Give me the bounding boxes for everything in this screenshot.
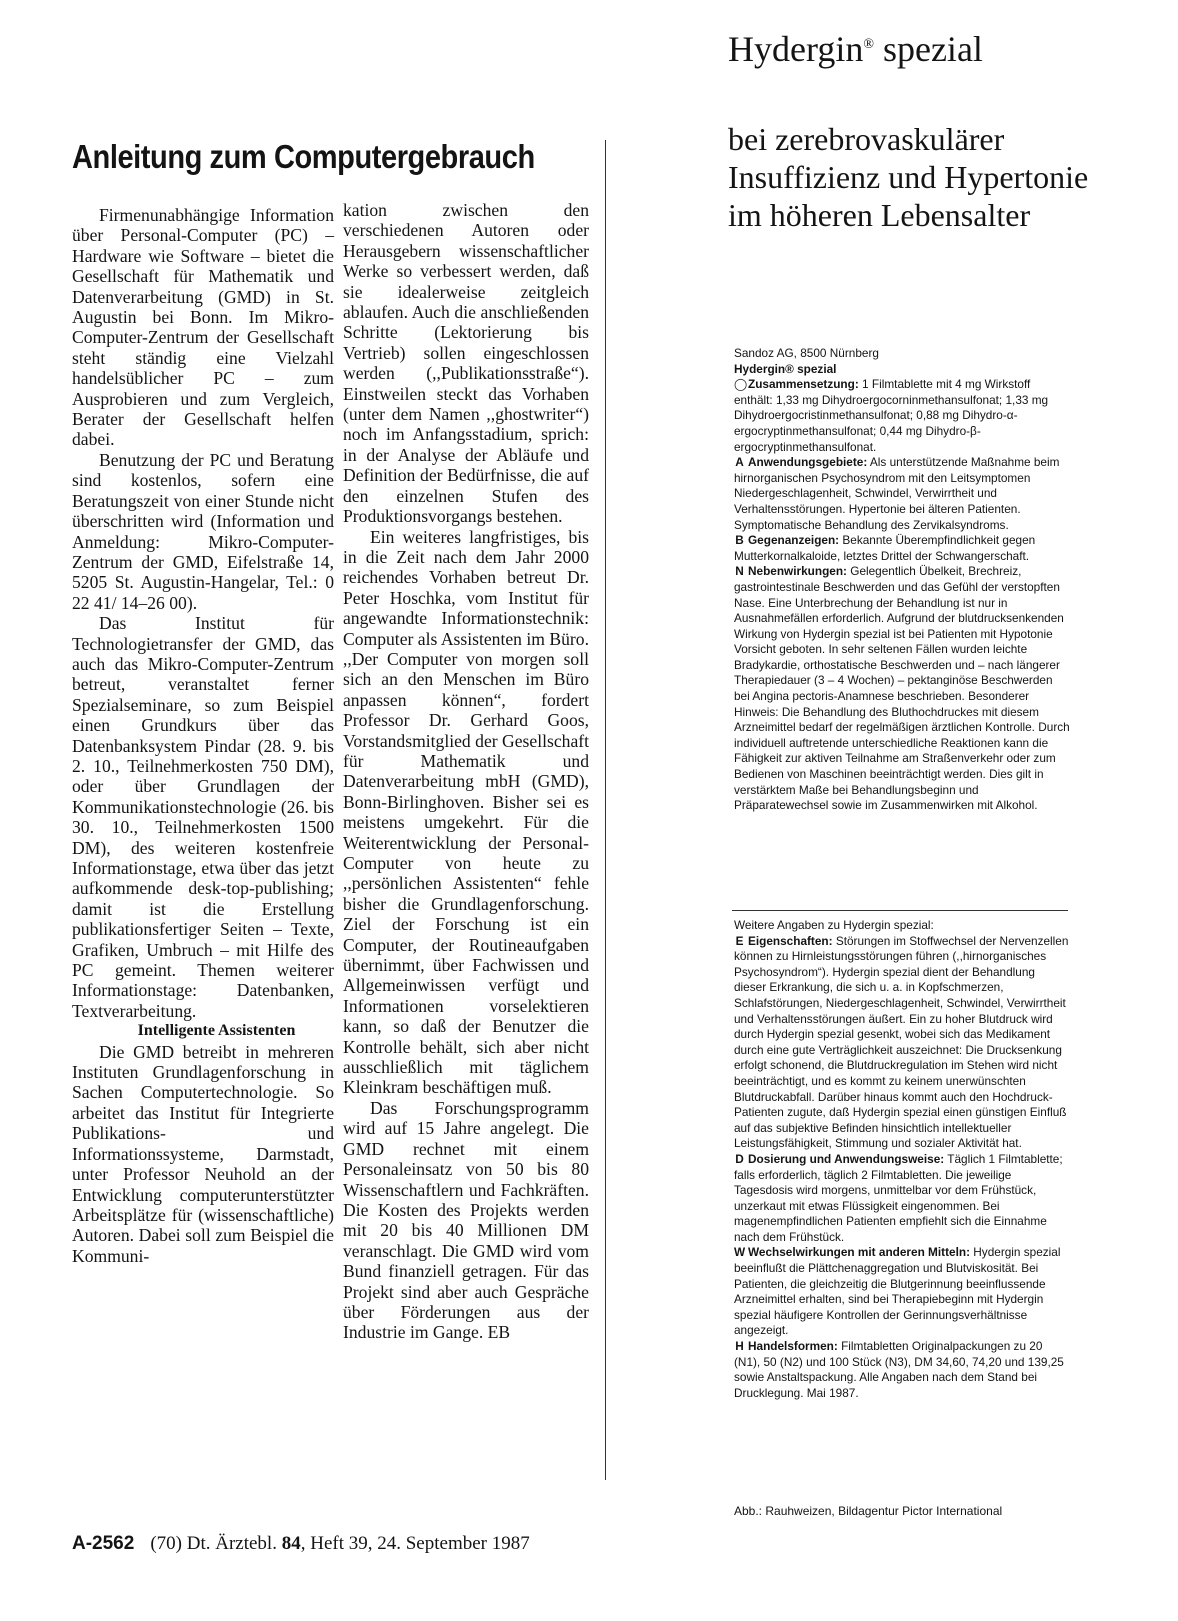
section-marker-icon: N	[735, 564, 744, 579]
page-footer	[72, 1533, 530, 1555]
pi-text: Filmtabletten Originalpackungen zu 20 (N1), 50 (N2) und 100 Stück (N3), DM 34,60, 74,20 und 139,25 sowie Anstaltspackung. Alle Angaben nach dem Stand bei Drucklegung. Mai 1987.	[734, 1339, 1064, 1400]
section-marker-icon: ◯	[734, 377, 748, 392]
pi-section	[734, 455, 1070, 533]
article-headline: Anleitung zum Computergebrauch	[72, 138, 535, 175]
ad-tagline: bei zerebrovaskulärer Insuffizienz und Hypertonie im höheren Lebensalter	[728, 121, 1089, 233]
article-column-2	[343, 200, 589, 1343]
section-marker-icon: B	[735, 533, 744, 548]
section-marker-icon: W	[734, 1245, 746, 1260]
paragraph: Firmenunabhängige Information über Personal-Computer (PC) – Hardware wie Software – bietet die Gesellschaft für Mathematik und Datenverarbeitung (GMD) in St. Augustin bei Bonn. Im Mikro-Computer-Zentrum der Gesellschaft steht ständig eine Vielzahl handelsüblicher PC – zum Ausprobieren und zum Vergleich, Berater der Gesellschaft helfen dabei.	[72, 205, 334, 450]
pi-label: Handelsformen:	[748, 1339, 838, 1354]
paragraph: Das Forschungsprogramm wird auf 15 Jahre angelegt. Die GMD rechnet mit einem Personaleinsatz von 50 bis 80 Wissenschaftlern und Fachkräften. Die Kosten des Projekts werden mit 20 bis 40 Millionen DM veranschlagt. Die GMD wird vom Bund finanziell getragen. Für das Projekt sind aber auch Gespräche über Förderungen aus der Industrie im Gange. EB	[343, 1097, 589, 1343]
image-credit: Abb.: Rauhweizen, Bildagentur Pictor International	[734, 1504, 1003, 1518]
column-divider	[605, 140, 606, 1480]
pi-text: 1 Filmtablette mit 4 mg Wirkstoff enthält: 1,33 mg Dihydroergocorninmethansulfonat; 1,33 mg Dihydroergocristinmethansulfonat; 0,88 mg Dihydro-α-ergocryptinmethansulfonat; 0,44 mg Dihydro-β-ergocryptinmethansulfonat.	[734, 377, 1049, 454]
pi-text: Störungen im Stoffwechsel der Nervenzellen können zu Hirnleistungsstörungen führen (,,hirnorganisches Psychosyndrom“). Hydergin spezial dient der Behandlung dieser Erkrankung, die sich u. a. in Kopfschmerzen, Schlafstörungen, Niedergeschlagenheit, Schwindel, Verwirrtheit und Verhaltensstörungen äußert. Ein zu hoher Blutdruck wird durch Hydergin spezial gesenkt, wobei sich das Medikament durch eine gute Verträglichkeit auszeichnet: Die Drucksenkung erfolgt schonend, die Blutdruckregulation im Stehen wird nicht beeinträchtigt, und es kommt zu keinem unerwünschten Blutdruckabfall. Darüber hinaus kommt auch den Hochdruck-Patienten zugute, daß Hydergin spezial einen günstigen Einfluß auf das subjektive Befinden hinsichtlich intellektueller Leistungsfähigkeit, Stimmung und sozialer Aktivität hat.	[734, 933, 1069, 1151]
citation-pre: (70) Dt. Ärztebl.	[150, 1533, 282, 1554]
pi-label: Nebenwirkungen:	[748, 564, 847, 579]
article-column-1	[72, 205, 334, 1266]
registered-mark: ®	[863, 37, 874, 52]
pi-label: Dosierung und Anwendungsweise:	[748, 1151, 945, 1166]
pi-text: Bekannte Überempfindlichkeit gegen Mutterkornalkaloide, letztes Drittel der Schwangerschaft.	[734, 533, 1036, 563]
citation-post: , Heft 39, 24. September 1987	[300, 1533, 530, 1554]
pi-label: Eigenschaften:	[748, 933, 833, 948]
paragraph: kation zwischen den verschiedenen Autoren oder Herausgebern wissenschaftlicher Werke so verbessert werden, daß sie idealerweise zeitgleich ablaufen. Auch die anschließenden Schritte (Lektorierung bis Vertrieb) sollen eingeschlossen werden (,,Publikationsstraße“). Einstweilen steckt das Vorhaben (unter dem Namen ,,ghostwriter“) noch im Anfangsstadium, sprich: in der Analyse der Abläufe und Definition der Bedürfnisse, die auf den einzelnen Stufen des Produktionsvorgangs bestehen.	[343, 200, 589, 527]
pi-label: Anwendungsgebiete:	[748, 455, 868, 470]
paragraph: Das Institut für Technologietransfer der GMD, das auch das Mikro-Computer-Zentrum betreut, veranstaltet ferner Spezialseminare, so zum Beispiel einen Grundkurs über das Datenbanksystem Pindar (28. 9. bis 2. 10., Teilnehmerkosten 750 DM), oder über Grundlagen der Kommunikationstechnologie (26. bis 30. 10., Teilnehmerkosten 1500 DM), des weiteren kostenfreie Informationstage, etwa über das jetzt aufkommende desk-top-publishing; damit ist die Erstellung publikationsfertiger Seiten – Texte, Grafiken, Umbruch – mit Hilfe des PC gemeint. Themen weiterer Informationstage: Datenbanken, Textverarbeitung.	[72, 613, 334, 1021]
section-marker-icon: H	[735, 1339, 744, 1354]
pi-text: Gelegentlich Übelkeit, Brechreiz, gastrointestinale Beschwerden und das Gefühl der verstopften Nase. Eine Unterbrechung der Behandlung ist nur in Ausnahmefällen erforderlich. Aufgrund der blutdrucksenkenden Wirkung von Hydergin spezial ist bei Patienten mit Hypotonie Vorsicht geboten. In sehr seltenen Fällen wurden leichte Bradykardie, orthostatische Beschwerden und – nach längerer Therapiedauer (3 – 4 Wochen) – pektanginöse Beschwerden bei Angina pectoris-Anamnese beschrieben. Besonderer Hinweis: Die Behandlung des Bluthochdruckes mit diesem Arzneimittel bedarf der regelmäßigen ärztlichen Kontrolle. Durch individuell auftretende unterschiedliche Reaktionen kann die Fähigkeit zur aktiven Teilnahme am Straßenverkehr oder zum Bedienen von Maschinen beeinträchtigt werden. Dies gilt in verstärktem Maße bei Behandlungsbeginn und Präparatewechsel sowie im Zusammenwirken mit Alkohol.	[734, 564, 1070, 813]
ad-brand	[728, 28, 983, 70]
pi-text: Täglich 1 Filmtablette; falls erforderlich, täglich 2 Filmtabletten. Die jeweilige Tagesdosis wird morgens, unmittelbar vor dem Frühstück, unzerkaut mit etwas Flüssigkeit eingenommen. Bei magenempfindlichen Patienten empfiehlt sich die Einnahme nach dem Frühstück.	[734, 1151, 1063, 1244]
journal-volume: 84	[281, 1533, 301, 1554]
pi-section	[734, 377, 1070, 455]
pi-divider	[732, 910, 1068, 911]
paragraph: Benutzung der PC und Beratung sind kostenlos, sofern eine Beratungszeit von einer Stunde nicht überschritten wird (Information und Anmeldung: Mikro-Computer-Zentrum der GMD, Eifelstraße 14, 5205 St. Augustin-Hangelar, Tel.: 0 22 41/ 14–26 00).	[72, 449, 334, 613]
pi-label: Zusammensetzung:	[748, 377, 859, 392]
section-marker-icon: E	[735, 933, 744, 948]
pi-section	[734, 533, 1070, 564]
pi-text: Hydergin spezial beeinflußt die Plättchenaggregation und Blutviskosität. Bei Patienten, die gleichzeitig die Blutgerinnung beeinflussende Arzneimittel erhalten, sind bei Therapiebeginn mit Hydergin spezial häufigere Kontrollen der Gerinnungsverhältnisse angezeigt.	[734, 1245, 1061, 1338]
company-line: Sandoz AG, 8500 Nürnberg	[734, 346, 879, 360]
pi-section	[734, 1245, 1070, 1339]
prescribing-info	[734, 346, 1070, 814]
paragraph: Die GMD betreibt in mehreren Instituten Grundlagenforschung in Sachen Computertechnologie. So arbeitet das Institut für Integrierte Publikations- und Informationssysteme, Darmstadt, unter Professor Neuhold an der Entwicklung computerunterstützter Arbeitsplätze für (wissenschaftliche) Autoren. Dabei soll zum Beispiel die Kommuni-	[72, 1041, 334, 1266]
further-info	[734, 918, 1070, 1401]
section-marker-icon: D	[735, 1151, 744, 1166]
paragraph: Ein weiteres langfristiges, bis in die Zeit nach dem Jahr 2000 reichendes Vorhaben betreut Dr. Peter Hoschka, vom Institut für angewandte Informationstechnik: Computer als Assistenten im Büro. ,,Der Computer von morgen soll sich an den Menschen im Büro anpassen können“, fordert Professor Dr. Gerhard Goos, Vorstandsmitglied der Gesellschaft für Mathematik und Datenverarbeitung mbH (GMD), Bonn-Birlinghoven. Bisher sei es meistens umgekehrt. Für die Weiterentwicklung der Personal-Computer von heute zu ,,persönlichen Assistenten“ fehle bisher die Grundlagenforschung. Ziel der Forschung ist ein Computer, der Routineaufgaben übernimmt, über Fachwissen und Allgemeinwissen verfügt und Informationen vorselektieren kann, so daß der Benutzer die Kontrolle behält, sich aber nicht ausschließlich mit täglichem Kleinkram beschäftigen muß.	[343, 526, 589, 1098]
product-name: Hydergin® spezial	[734, 361, 837, 376]
brand-name: Hydergin	[728, 29, 864, 69]
page-number: A-2562	[72, 1533, 135, 1554]
article-subheading: Intelligente Assistenten	[137, 1022, 296, 1040]
pi-section	[734, 934, 1070, 1152]
pi-label: Wechselwirkungen mit anderen Mitteln:	[748, 1245, 970, 1260]
brand-suffix: spezial	[873, 29, 983, 69]
section-marker-icon: A	[735, 455, 744, 470]
pi-section	[734, 1339, 1070, 1401]
pi-section	[734, 1152, 1070, 1246]
further-info-intro: Weitere Angaben zu Hydergin spezial:	[734, 918, 934, 932]
pi-text: Als unterstützende Maßnahme beim hirnorganischen Psychosyndrom mit den Leitsymptomen Niedergeschlagenheit, Schwindel, Verwirrtheit und Verhaltensstörungen. Hypertonie bei älteren Patienten. Symptomatische Behandlung des Zervikalsyndroms.	[734, 455, 1060, 532]
pi-section	[734, 564, 1070, 814]
pi-label: Gegenanzeigen:	[748, 533, 840, 548]
